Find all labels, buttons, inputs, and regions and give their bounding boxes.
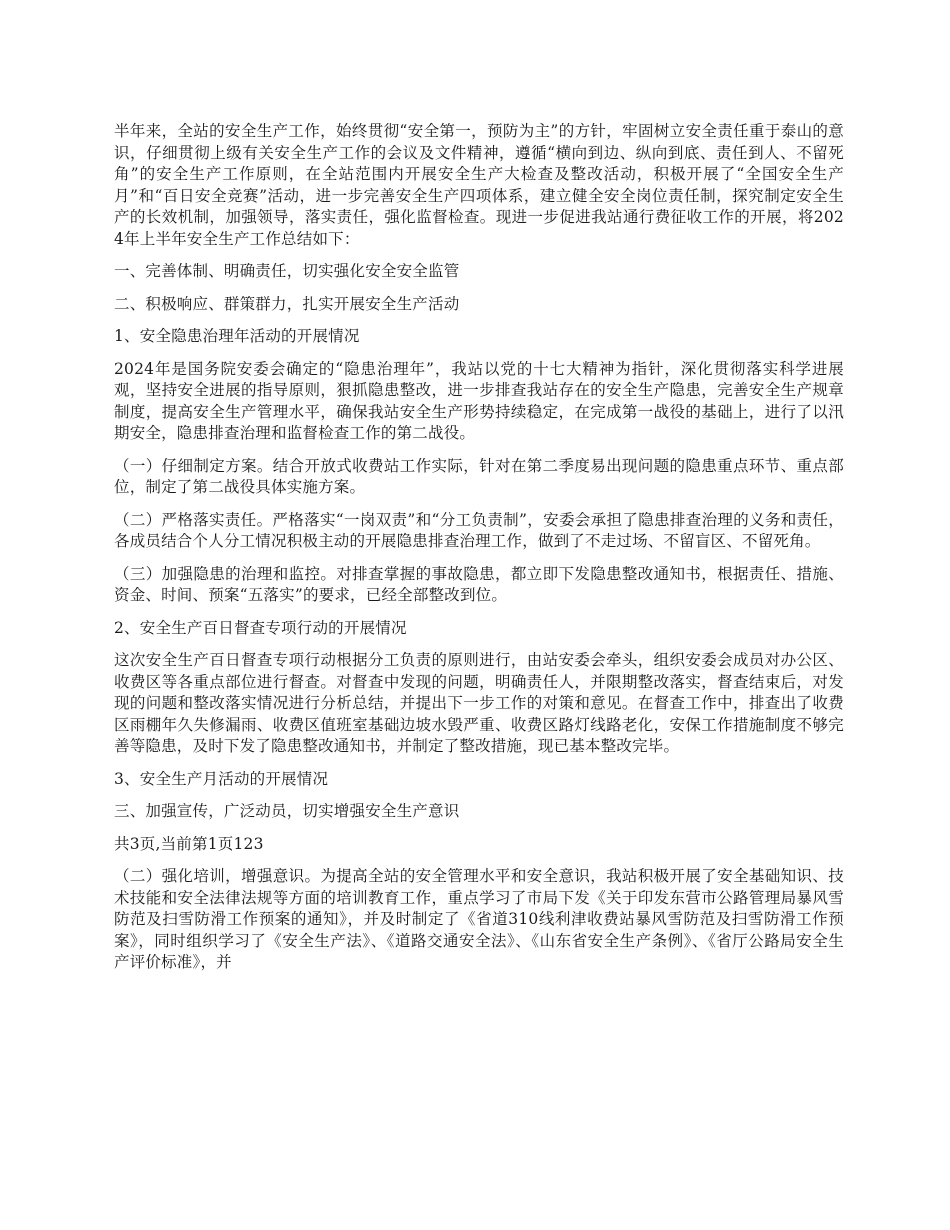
- subsection-heading-1: 1、安全隐患治理年活动的开展情况: [114, 327, 360, 346]
- body-paragraph: （一）仔细制定方案。结合开放式收费站工作实际，针对在第二季度易出现问题的隐患重点环节、重点部位，制定了第二战役具体实施方案。: [114, 456, 844, 497]
- subsection-heading-3: 3、安全生产月活动的开展情况: [114, 769, 329, 788]
- body-paragraph: 这次安全生产百日督查专项行动根据分工负责的原则进行，由站安委会牵头，组织安委会成员对办公区、收费区等各重点部位进行督查。对督查中发现的问题，明确责任人，并限期整改落实，督查结束后，对发现的问题和整改落实情况进行分析总结，并提出下一步工作的对策和意见。在督查工作中，排查出了收费区雨棚年久失修漏雨、收费区值班室基础边坡水毁严重、收费区路灯线路老化，安保工作措施制度不够完善等隐患，及时下发了隐患整改通知书，并制定了整改措施，现已基本整改完毕。: [114, 651, 844, 756]
- section-heading-1: 一、完善体制、明确责任，切实强化安全安全监管: [114, 262, 460, 281]
- document-body: [114, 121, 844, 985]
- section-heading-2: 二、积极响应、群策群力，扎实开展安全生产活动: [114, 294, 460, 313]
- intro-paragraph: 半年来，全站的安全生产工作，始终贯彻“安全第一，预防为主”的方针，牢固树立安全责任重于泰山的意识，仔细贯彻上级有关安全生产工作的会议及文件精神，遵循“横向到边、纵向到底、责任到人、不留死角”的安全生产工作原则，在全站范围内开展安全生产大检查及整改活动，积极开展了“全国安全生产月”和“百日安全竞赛”活动，进一步完善安全生产四项体系，建立健全安全岗位责任制，探究制定安全生产的长效机制，加强领导，落实责任，强化监督检查。现进一步促进我站通行费征收工作的开展，将2024年上半年安全生产工作总结如下：: [114, 122, 844, 248]
- page-indicator: 共3页,当前第1页123: [114, 834, 264, 853]
- body-paragraph: （二）严格落实责任。严格落实“一岗双责”和“分工负责制”，安委会承担了隐患排查治理的义务和责任，各成员结合个人分工情况积极主动的开展隐患排查治理工作，做到了不走过场、不留盲区、不留死角。: [114, 510, 844, 551]
- body-paragraph: （二）强化培训，增强意识。为提高全站的安全管理水平和安全意识，我站积极开展了安全基础知识、技术技能和安全法律法规等方面的培训教育工作，重点学习了市局下发《关于印发东营市公路管理局暴风雪防范及扫雪防滑工作预案的通知》，并及时制定了《省道310线利津收费站暴风雪防范及扫雪防滑工作预案》，同时组织学习了《安全生产法》、《道路交通安全法》、《山东省安全生产条例》、《省厅公路局安全生产评价标准》，并: [114, 866, 844, 972]
- body-paragraph: 2024年是国务院安委会确定的“隐患治理年”，我站以党的十七大精神为指针，深化贯彻落实科学进展观，坚持安全进展的指导原则，狠抓隐患整改，进一步排查我站存在的安全生产隐患，完善安全生产规章制度，提高安全生产管理水平，确保我站安全生产形势持续稳定，在完成第一战役的基础上，进行了以汛期安全，隐患排查治理和监督检查工作的第二战役。: [114, 359, 844, 443]
- subsection-heading-2: 2、安全生产百日督查专项行动的开展情况: [114, 618, 407, 637]
- body-paragraph: （三）加强隐患的治理和监控。对排查掌握的事故隐患，都立即下发隐患整改通知书，根据责任、措施、资金、时间、预案“五落实”的要求，已经全部整改到位。: [114, 564, 844, 605]
- section-heading-3: 三、加强宣传，广泛动员，切实增强安全生产意识: [114, 802, 460, 821]
